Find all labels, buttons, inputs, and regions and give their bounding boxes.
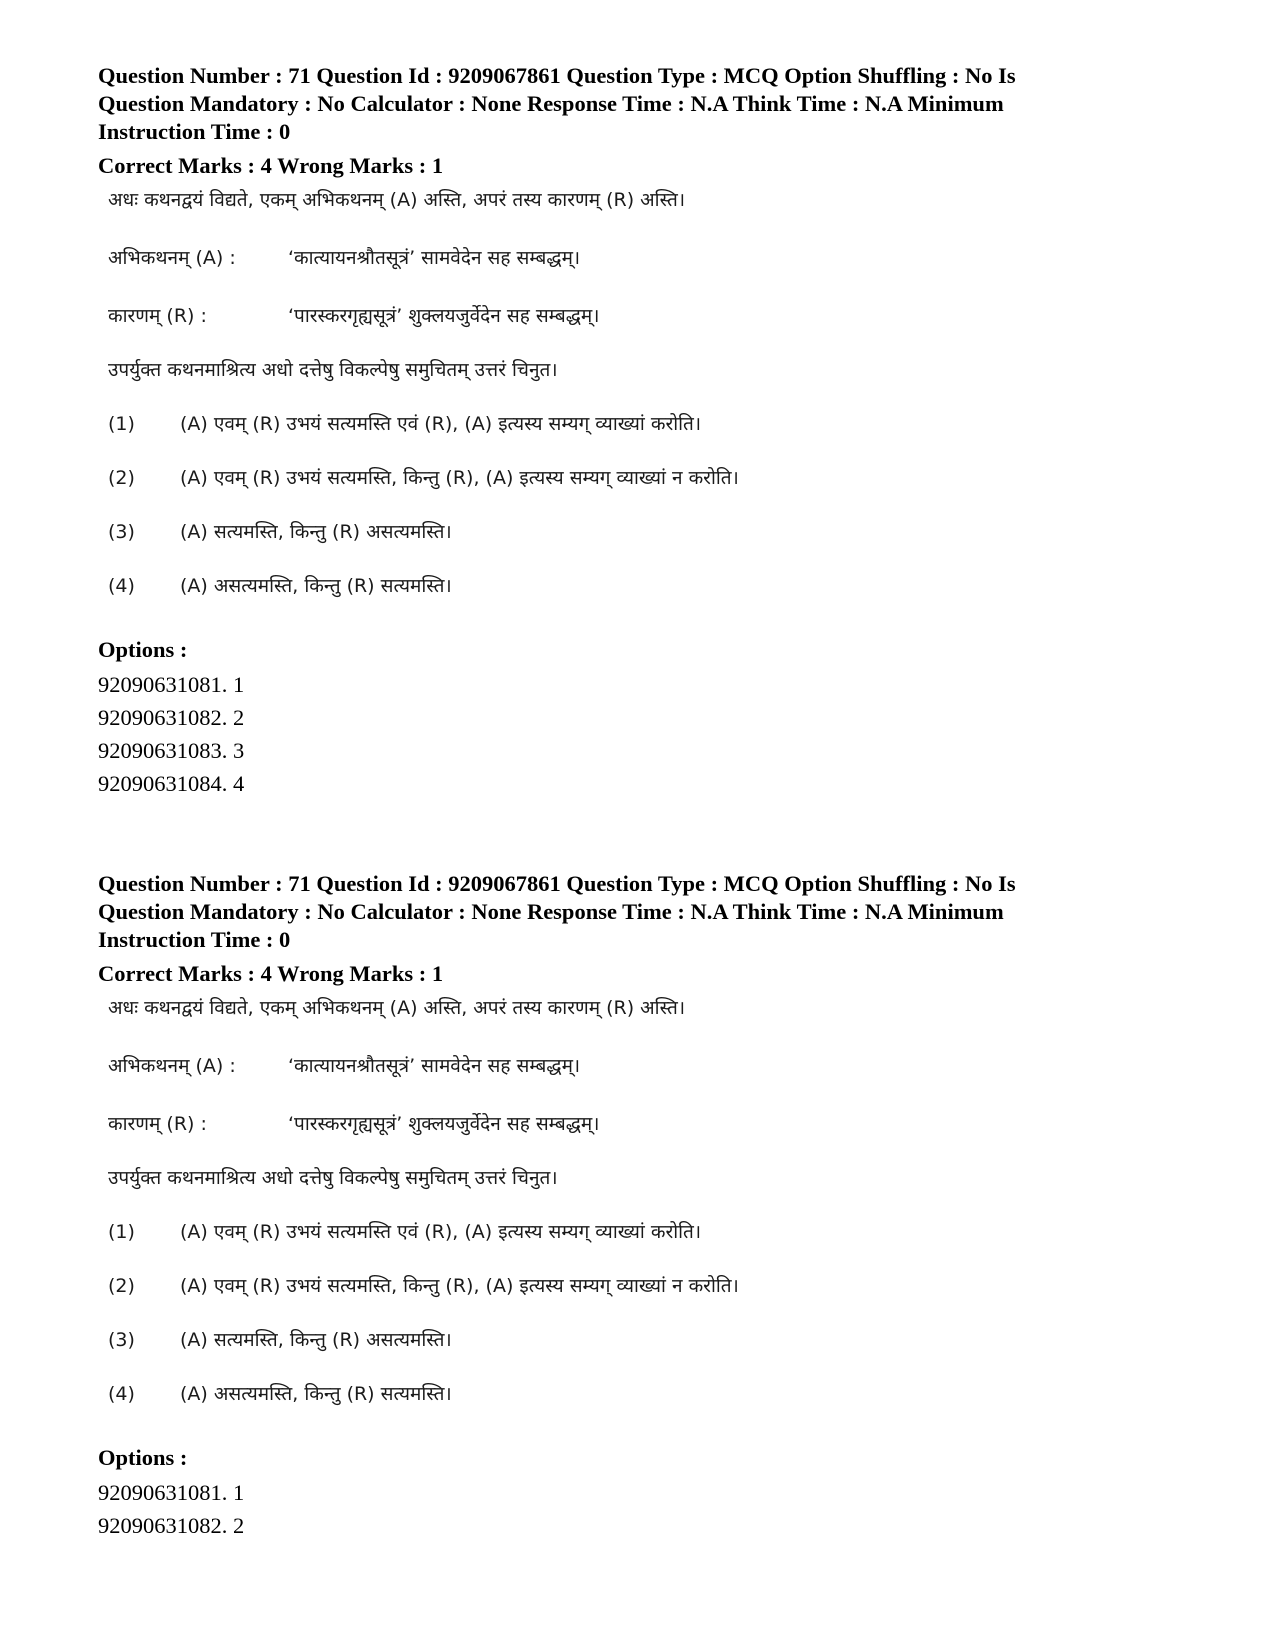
question-intro: अधः कथनद्वयं विद्यते, एकम् अभिकथनम् (A) अस्ति, अपरं तस्य कारणम् (R) अस्ति। (108, 997, 686, 1019)
question-meta (98, 870, 1198, 954)
choice-number: (2) (108, 1275, 135, 1297)
meta-line-1: Question Number : 71 Question Id : 9209067861 Question Type : MCQ Option Shuffling : No Is (98, 63, 1016, 88)
choice-number: (1) (108, 1221, 135, 1243)
question-body (108, 188, 868, 598)
question-instruction: उपर्युक्त कथनमाश्रित्य अधो दत्तेषु विकल्पेषु समुचितम् उत्तरं चिनुत। (108, 1167, 558, 1189)
choice-number: (3) (108, 521, 135, 543)
options-title: Options : (98, 1445, 188, 1470)
reason-label: कारणम् (R) : (108, 305, 207, 327)
option-item: 92090631084. 4 (98, 771, 245, 796)
option-item: 92090631081. 1 (98, 672, 245, 697)
choice-text: (A) सत्यमस्ति, किन्तु (R) असत्यमस्ति। (180, 521, 452, 543)
choice-row-3 (108, 520, 868, 544)
choice-text: (A) एवम् (R) उभयं सत्यमस्ति, किन्तु (R), (A) इत्यस्य सम्यग् व्याख्यां न करोति। (180, 467, 739, 489)
option-item: 92090631083. 3 (98, 738, 245, 763)
options-list (98, 668, 1198, 800)
choice-text: (A) सत्यमस्ति, किन्तु (R) असत्यमस्ति। (180, 1329, 452, 1351)
reason-text: ‘पारस्करगृह्यसूत्रं’ शुक्लयजुर्वेदेन सह सम्बद्धम्। (288, 305, 600, 327)
question-meta (98, 62, 1198, 146)
choice-number: (2) (108, 467, 135, 489)
question-block-1 (98, 62, 1198, 800)
options-list (98, 1476, 1198, 1542)
reason-text: ‘पारस्करगृह्यसूत्रं’ शुक्लयजुर्वेदेन सह सम्बद्धम्। (288, 1113, 600, 1135)
assertion-row (108, 246, 868, 270)
reason-label: कारणम् (R) : (108, 1113, 207, 1135)
choice-row-2 (108, 466, 868, 490)
assertion-label: अभिकथनम् (A) : (108, 1055, 236, 1077)
choice-text: (A) एवम् (R) उभयं सत्यमस्ति एवं (R), (A) इत्यस्य सम्यग् व्याख्यां करोति। (180, 413, 702, 435)
option-item: 92090631082. 2 (98, 705, 245, 730)
choice-text: (A) एवम् (R) उभयं सत्यमस्ति, किन्तु (R), (A) इत्यस्य सम्यग् व्याख्यां न करोति। (180, 1275, 739, 1297)
choice-text: (A) एवम् (R) उभयं सत्यमस्ति एवं (R), (A) इत्यस्य सम्यग् व्याख्यां करोति। (180, 1221, 702, 1243)
question-instruction: उपर्युक्त कथनमाश्रित्य अधो दत्तेषु विकल्पेषु समुचितम् उत्तरं चिनुत। (108, 359, 558, 381)
assertion-text: ‘कात्यायनश्रौतसूत्रं’ सामवेदेन सह सम्बद्धम्। (288, 1055, 581, 1077)
question-intro: अधः कथनद्वयं विद्यते, एकम् अभिकथनम् (A) अस्ति, अपरं तस्य कारणम् (R) अस्ति। (108, 189, 686, 211)
question-block-2 (98, 870, 1198, 1542)
meta-line-3: Instruction Time : 0 (98, 119, 291, 144)
marks-line: Correct Marks : 4 Wrong Marks : 1 (98, 961, 444, 986)
choice-row-1 (108, 1220, 868, 1244)
meta-line-1: Question Number : 71 Question Id : 9209067861 Question Type : MCQ Option Shuffling : No Is (98, 871, 1016, 896)
choice-number: (4) (108, 575, 135, 597)
assertion-row (108, 1054, 868, 1078)
choice-row-4 (108, 574, 868, 598)
assertion-text: ‘कात्यायनश्रौतसूत्रं’ सामवेदेन सह सम्बद्धम्। (288, 247, 581, 269)
choice-row-2 (108, 1274, 868, 1298)
meta-line-2: Question Mandatory : No Calculator : None Response Time : N.A Think Time : N.A Minimum (98, 899, 1004, 924)
question-body (108, 996, 868, 1406)
options-title: Options : (98, 637, 188, 662)
choice-row-1 (108, 412, 868, 436)
choice-number: (3) (108, 1329, 135, 1351)
reason-row (108, 304, 868, 328)
choice-text: (A) असत्यमस्ति, किन्तु (R) सत्यमस्ति। (180, 1383, 452, 1405)
option-item: 92090631082. 2 (98, 1513, 245, 1538)
reason-row (108, 1112, 868, 1136)
meta-line-2: Question Mandatory : No Calculator : None Response Time : N.A Think Time : N.A Minimum (98, 91, 1004, 116)
choice-number: (1) (108, 413, 135, 435)
option-item: 92090631081. 1 (98, 1480, 245, 1505)
choice-text: (A) असत्यमस्ति, किन्तु (R) सत्यमस्ति। (180, 575, 452, 597)
marks-line: Correct Marks : 4 Wrong Marks : 1 (98, 153, 444, 178)
meta-line-3: Instruction Time : 0 (98, 927, 291, 952)
assertion-label: अभिकथनम् (A) : (108, 247, 236, 269)
choice-row-4 (108, 1382, 868, 1406)
choice-row-3 (108, 1328, 868, 1352)
choice-number: (4) (108, 1383, 135, 1405)
